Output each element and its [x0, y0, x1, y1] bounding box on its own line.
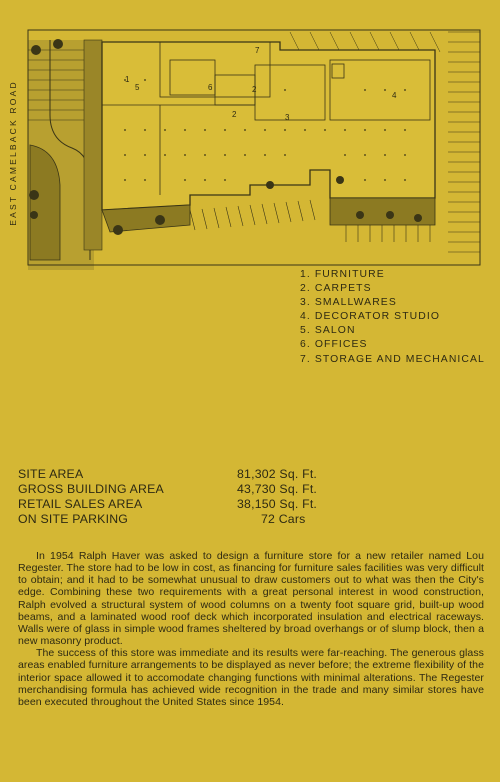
description: [18, 550, 484, 708]
legend-item: 5. SALON: [300, 325, 356, 337]
room-number: 4: [392, 91, 397, 100]
stat-row-retail-sales-area: [18, 497, 348, 512]
legend-item: 4. DECORATOR STUDIO: [300, 311, 441, 323]
stat-label: SITE AREA: [18, 467, 84, 481]
legend-item: 7. STORAGE AND MECHANICAL: [300, 353, 485, 365]
stat-value: 81,302 Sq. Ft.: [237, 467, 318, 481]
road-label: [4, 58, 22, 248]
stat-label: GROSS BUILDING AREA: [18, 482, 164, 496]
stat-row-on-site-parking: [18, 512, 348, 527]
room-number: 1: [125, 75, 130, 84]
room-number: 6: [208, 83, 213, 92]
legend-item: 6. OFFICES: [300, 339, 368, 351]
description-paragraph: In 1954 Ralph Haver was asked to design a furniture store for a new retailer named Lou Regester. The store had to be low in cost, as financing for furniture sales facilities was very difficult to obtain; and it had to be somewhat unusual to draw customers out to what was then the City's edge. Combining these two requirements with a great personal interest in wood construction, Ralph evolved a structural system of wood columns on a twenty foot square grid, built-up wood beams, and a laminated wood roof deck which incorporated insulation and electrical raceways. Walls were of glass in simple wood frames sheltered by broad overhangs or of slump block, then a new masonry product.: [18, 550, 484, 648]
room-number: 2: [232, 110, 237, 119]
stat-label: RETAIL SALES AREA: [18, 497, 143, 511]
stat-label: ON SITE PARKING: [18, 512, 129, 526]
room-number: 5: [135, 83, 140, 92]
site-plan: [10, 20, 490, 270]
room-number: 7: [255, 46, 260, 55]
room-number: 3: [285, 113, 290, 122]
stat-value: 72 Cars: [261, 512, 306, 526]
stat-row-gross-building-area: [18, 482, 348, 497]
stat-row-site-area: [18, 467, 348, 482]
site-statistics: [18, 467, 348, 527]
legend-item: 3. SMALLWARES: [300, 297, 397, 309]
legend-item: 2. CARPETS: [300, 283, 372, 295]
legend-item: 1. FURNITURE: [300, 269, 385, 280]
plan-legend: [300, 268, 485, 367]
stat-value: 43,730 Sq. Ft.: [237, 482, 318, 496]
road-label-text: EAST CAMELBACK ROAD: [8, 80, 18, 226]
stat-value: 38,150 Sq. Ft.: [237, 497, 318, 511]
room-number: 2: [252, 85, 257, 94]
description-paragraph: The success of this store was immediate and its results were far-reaching. The generous glass areas enabled furniture arrangements to be displayed as never before; the extreme flexibility of the interior space allowed it to accomodate changing functions with minimal alterations. The Regester merchandising formula has achieved wide recognition in the trade and many similar stores have been executed throughout the United States since 1954.: [18, 647, 484, 708]
